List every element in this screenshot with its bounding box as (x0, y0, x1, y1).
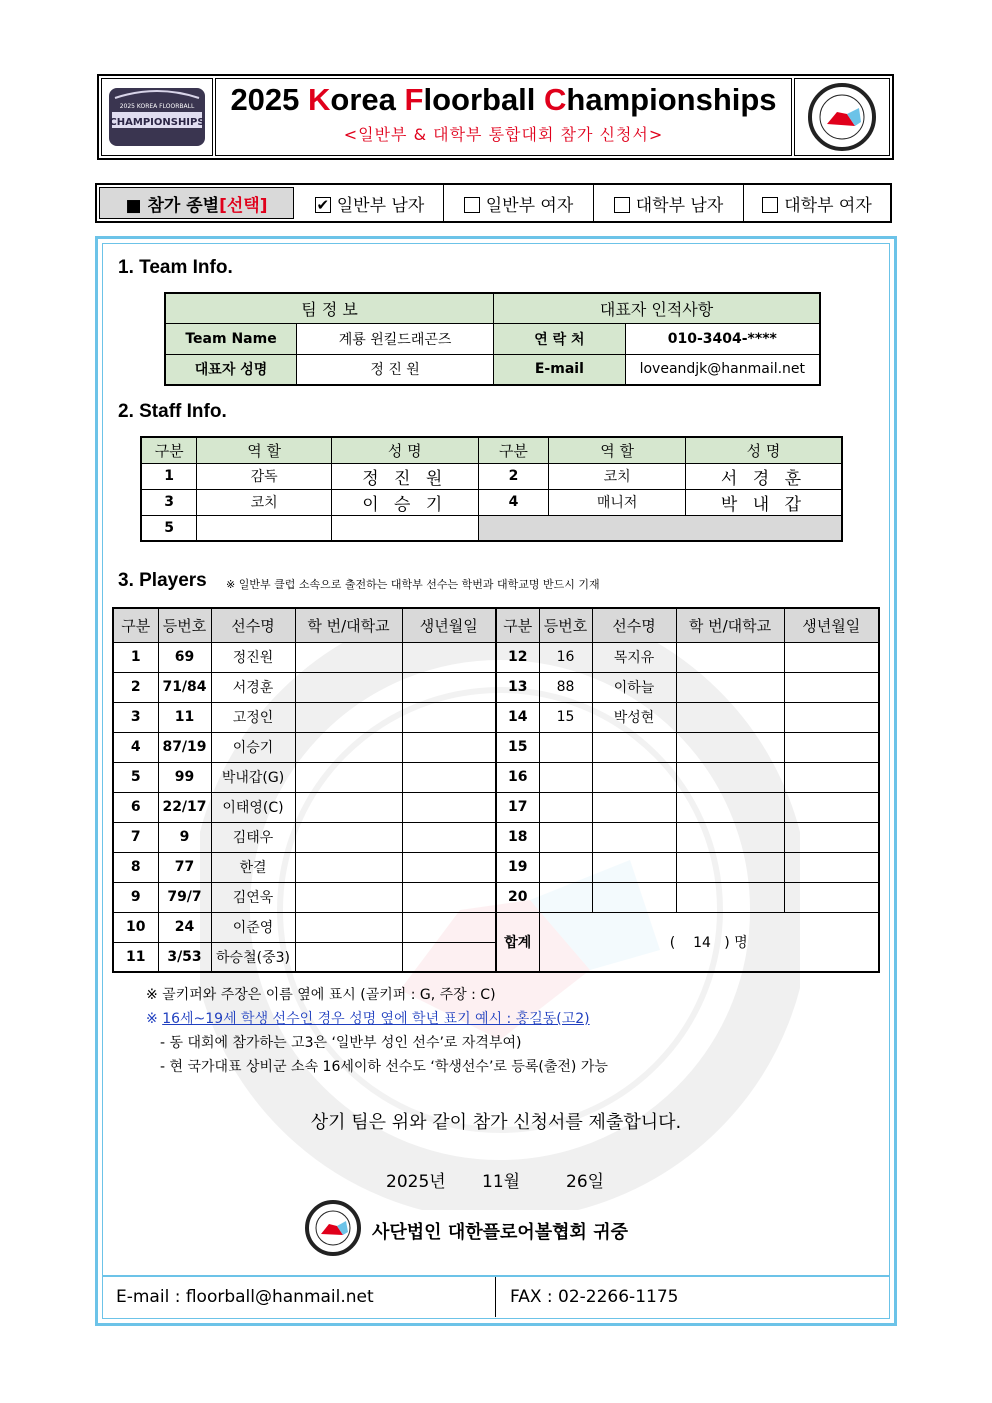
player-birthdate[interactable] (784, 732, 879, 762)
player-index: 17 (496, 792, 539, 822)
footer-fax: FAX : 02-2266-1175 (510, 1287, 679, 1307)
player-university[interactable] (295, 732, 402, 762)
category-selector (95, 183, 892, 223)
player-university[interactable] (295, 792, 402, 822)
checkbox-icon[interactable] (614, 197, 630, 213)
table-row (113, 642, 879, 672)
checkbox-icon[interactable] (762, 197, 778, 213)
player-birthdate[interactable] (784, 822, 879, 852)
total-value (539, 912, 879, 972)
team-info-header: 팀 정 보 (165, 293, 494, 323)
federation-seal-icon (305, 1200, 361, 1256)
player-name[interactable] (592, 822, 676, 852)
staff-role[interactable]: 코치 (549, 463, 686, 489)
player-name[interactable] (592, 762, 676, 792)
player-number[interactable]: 11 (158, 702, 211, 732)
player-birthdate[interactable] (402, 672, 496, 702)
staff-col-no: 구분 (478, 437, 549, 463)
note-national-team: - 현 국가대표 상비군 소속 16세이하 선수도 ‘학생선수’로 등록(출전) 가능 (160, 1059, 608, 1075)
staff-col-role: 역 할 (197, 437, 332, 463)
staff-col-no: 구분 (141, 437, 197, 463)
form-header (97, 74, 894, 160)
player-index: 5 (113, 762, 158, 792)
checkbox-checked-icon[interactable]: ✔ (316, 196, 330, 214)
players-note: ※ 일반부 클럽 소속으로 출전하는 대학부 선수는 학번과 대학교명 반드시 기재 (226, 578, 600, 591)
player-birthdate[interactable] (402, 882, 496, 912)
player-name[interactable] (592, 882, 676, 912)
player-name[interactable]: 이하늘 (592, 672, 676, 702)
player-name[interactable] (592, 792, 676, 822)
team-name-value[interactable]: 계룡 윈킬드래곤즈 (297, 323, 494, 354)
note-goalkeeper-captain: ※ 골키퍼와 주장은 이름 옆에 표시 (골키퍼 : G, 주장 : C) (146, 987, 496, 1003)
player-birthdate[interactable] (402, 912, 496, 942)
player-number[interactable]: 77 (158, 852, 211, 882)
total-close: ) (724, 934, 730, 951)
player-university[interactable] (676, 852, 784, 882)
player-birthdate[interactable] (784, 792, 879, 822)
player-index: 15 (496, 732, 539, 762)
staff-no: 5 (141, 515, 197, 541)
footer-email[interactable]: E-mail : floorball@hanmail.net (102, 1277, 496, 1317)
player-index: 9 (113, 882, 158, 912)
player-number[interactable] (539, 792, 592, 822)
staff-no: 1 (141, 463, 197, 489)
player-index: 18 (496, 822, 539, 852)
player-name[interactable]: 이승기 (211, 732, 295, 762)
player-number[interactable]: 79/7 (158, 882, 211, 912)
players-heading: 3. Players (118, 570, 207, 591)
player-name[interactable]: 김연욱 (211, 882, 295, 912)
player-number[interactable]: 3/53 (158, 942, 211, 972)
player-university[interactable] (676, 822, 784, 852)
player-university[interactable] (676, 672, 784, 702)
player-university[interactable] (295, 852, 402, 882)
staff-row (141, 463, 842, 489)
player-number[interactable]: 99 (158, 762, 211, 792)
player-name[interactable]: 이태영(C) (211, 792, 295, 822)
player-number[interactable] (539, 882, 592, 912)
email-label: E-mail (494, 354, 626, 385)
category-option-women-general[interactable]: 일반부 여자 (444, 185, 594, 221)
player-university[interactable] (295, 762, 402, 792)
player-number[interactable]: 9 (158, 822, 211, 852)
player-index: 13 (496, 672, 539, 702)
staff-role[interactable] (197, 515, 332, 541)
table-row (113, 702, 879, 732)
player-number[interactable] (539, 732, 592, 762)
table-row (113, 912, 879, 942)
category-option-men-university[interactable]: 대학부 남자 (594, 185, 744, 221)
player-index: 20 (496, 882, 539, 912)
staff-col-role: 역 할 (549, 437, 686, 463)
submission-month: 11월 (482, 1172, 521, 1192)
player-name[interactable]: 고정인 (211, 702, 295, 732)
player-birthdate[interactable] (402, 792, 496, 822)
player-birthdate[interactable] (402, 822, 496, 852)
player-number[interactable] (539, 822, 592, 852)
player-name[interactable] (592, 732, 676, 762)
team-info-table (164, 292, 821, 386)
table-row (113, 822, 879, 852)
staff-col-name: 성 명 (685, 437, 842, 463)
player-index: 7 (113, 822, 158, 852)
championship-logo (107, 84, 207, 150)
page-title: 2025 Korea Floorball Championships (230, 82, 777, 117)
player-number[interactable]: 16 (539, 642, 592, 672)
players-col-no: 구분 (113, 608, 158, 642)
player-number[interactable] (539, 762, 592, 792)
staff-name[interactable]: 정 진 원 (331, 463, 478, 489)
player-birthdate[interactable] (784, 762, 879, 792)
staff-role[interactable]: 감독 (197, 463, 332, 489)
category-option-men-general[interactable]: ✔ 일반부 남자 (296, 185, 444, 221)
player-index: 11 (113, 942, 158, 972)
player-name[interactable]: 한결 (211, 852, 295, 882)
staff-no: 3 (141, 489, 197, 515)
player-index: 3 (113, 702, 158, 732)
team-name-label: Team Name (165, 323, 297, 354)
player-university[interactable] (295, 882, 402, 912)
player-university[interactable] (295, 822, 402, 852)
player-birthdate[interactable] (784, 642, 879, 672)
staff-name[interactable]: 박 내 갑 (685, 489, 842, 515)
staff-role[interactable]: 매니저 (549, 489, 686, 515)
championship-logo-cell (101, 78, 213, 156)
player-university[interactable] (676, 732, 784, 762)
player-university[interactable] (676, 792, 784, 822)
staff-name[interactable]: 이 승 기 (331, 489, 478, 515)
player-name[interactable]: 정진원 (211, 642, 295, 672)
player-birthdate[interactable] (784, 852, 879, 882)
player-university[interactable] (676, 702, 784, 732)
total-unit: 명 (734, 934, 748, 951)
total-label: 합계 (496, 912, 539, 972)
player-number[interactable]: 15 (539, 702, 592, 732)
players-col-no: 구분 (496, 608, 539, 642)
player-birthdate[interactable] (402, 642, 496, 672)
svg-text:CHAMPIONSHIPS: CHAMPIONSHIPS (109, 117, 205, 128)
players-col-name: 선수명 (592, 608, 676, 642)
player-university[interactable] (295, 642, 402, 672)
contact-label: 연 락 처 (494, 323, 626, 354)
category-label: ■ 참가 종별 [선택] (99, 187, 294, 219)
player-number[interactable]: 71/84 (158, 672, 211, 702)
submission-year: 2025년 (386, 1172, 446, 1192)
rep-name-value[interactable]: 정 진 원 (297, 354, 494, 385)
team-info-heading: 1. Team Info. (118, 257, 233, 278)
player-birthdate[interactable] (784, 882, 879, 912)
staff-row (141, 515, 842, 541)
players-col-birthdate: 생년월일 (784, 608, 879, 642)
player-name[interactable]: 이준영 (211, 912, 295, 942)
player-index: 8 (113, 852, 158, 882)
staff-info-heading: 2. Staff Info. (118, 401, 227, 422)
player-name[interactable]: 목지유 (592, 642, 676, 672)
player-name[interactable]: 하승철(중3) (211, 942, 295, 972)
staff-row (141, 489, 842, 515)
checkbox-icon[interactable] (464, 197, 480, 213)
footer-contact (102, 1275, 889, 1317)
player-birthdate[interactable] (402, 942, 496, 972)
staff-no: 2 (478, 463, 549, 489)
player-number[interactable]: 22/17 (158, 792, 211, 822)
player-birthdate[interactable] (402, 732, 496, 762)
players-col-name: 선수명 (211, 608, 295, 642)
submission-day: 26일 (566, 1172, 605, 1192)
email-value[interactable]: loveandjk@hanmail.net (625, 354, 820, 385)
player-name[interactable]: 박내갑(G) (211, 762, 295, 792)
player-number[interactable]: 88 (539, 672, 592, 702)
staff-role[interactable]: 코치 (197, 489, 332, 515)
staff-no: 4 (478, 489, 549, 515)
table-row (113, 882, 879, 912)
addressee: 사단법인 대한플로어볼협회 귀중 (372, 1222, 628, 1243)
submission-statement: 상기 팀은 위와 같이 참가 신청서를 제출합니다. (310, 1112, 682, 1133)
player-index: 4 (113, 732, 158, 762)
table-row (113, 672, 879, 702)
player-index: 6 (113, 792, 158, 822)
header-title-cell (215, 78, 792, 156)
player-index: 12 (496, 642, 539, 672)
page-subtitle: <일반부 & 대학부 통합대회 참가 신청서> (343, 125, 664, 144)
table-row (113, 732, 879, 762)
player-university[interactable] (676, 762, 784, 792)
table-row (113, 792, 879, 822)
player-index: 10 (113, 912, 158, 942)
player-index: 19 (496, 852, 539, 882)
table-row (113, 852, 879, 882)
staff-empty-cell (478, 515, 842, 541)
federation-logo-cell (794, 78, 890, 156)
player-number[interactable]: 24 (158, 912, 211, 942)
category-option-women-university[interactable]: 대학부 여자 (744, 185, 890, 221)
player-university[interactable] (295, 672, 402, 702)
player-birthdate[interactable] (402, 702, 496, 732)
staff-info-table (140, 436, 843, 542)
player-name[interactable]: 박성현 (592, 702, 676, 732)
players-col-university: 학 번/대학교 (295, 608, 402, 642)
staff-name[interactable]: 서 경 훈 (685, 463, 842, 489)
players-col-number: 등번호 (158, 608, 211, 642)
player-index: 1 (113, 642, 158, 672)
staff-name[interactable] (331, 515, 478, 541)
player-birthdate[interactable] (784, 672, 879, 702)
player-birthdate[interactable] (402, 852, 496, 882)
staff-col-name: 성 명 (331, 437, 478, 463)
player-number[interactable]: 87/19 (158, 732, 211, 762)
players-col-university: 학 번/대학교 (676, 608, 784, 642)
player-birthdate[interactable] (784, 702, 879, 732)
svg-text:2025 KOREA FLOORBALL: 2025 KOREA FLOORBALL (119, 103, 195, 110)
rep-name-label: 대표자 성명 (165, 354, 297, 385)
federation-logo (807, 82, 877, 152)
table-row (113, 762, 879, 792)
players-table (112, 607, 880, 973)
player-number[interactable]: 69 (158, 642, 211, 672)
player-name[interactable]: 서경훈 (211, 672, 295, 702)
note-student-grade: ※ 16세~19세 학생 선수인 경우 성명 옆에 학년 표기 예시 : 홍길동(고2) (146, 1011, 590, 1027)
note-grade-3: - 동 대회에 참가하는 고3은 ‘일반부 성인 선수’로 자격부여) (160, 1035, 522, 1051)
total-count[interactable]: 14 (693, 934, 711, 951)
contact-value[interactable]: 010-3404-**** (625, 323, 820, 354)
players-col-number: 등번호 (539, 608, 592, 642)
total-open: ( (669, 934, 676, 951)
player-university[interactable] (676, 882, 784, 912)
player-university[interactable] (295, 942, 402, 972)
player-name[interactable] (592, 852, 676, 882)
player-index: 2 (113, 672, 158, 702)
player-number[interactable] (539, 852, 592, 882)
player-index: 16 (496, 762, 539, 792)
representative-header: 대표자 인적사항 (494, 293, 820, 323)
player-birthdate[interactable] (402, 762, 496, 792)
player-university[interactable] (676, 642, 784, 672)
player-university[interactable] (295, 912, 402, 942)
player-index: 14 (496, 702, 539, 732)
player-name[interactable]: 김태우 (211, 822, 295, 852)
players-col-birthdate: 생년월일 (402, 608, 496, 642)
player-university[interactable] (295, 702, 402, 732)
